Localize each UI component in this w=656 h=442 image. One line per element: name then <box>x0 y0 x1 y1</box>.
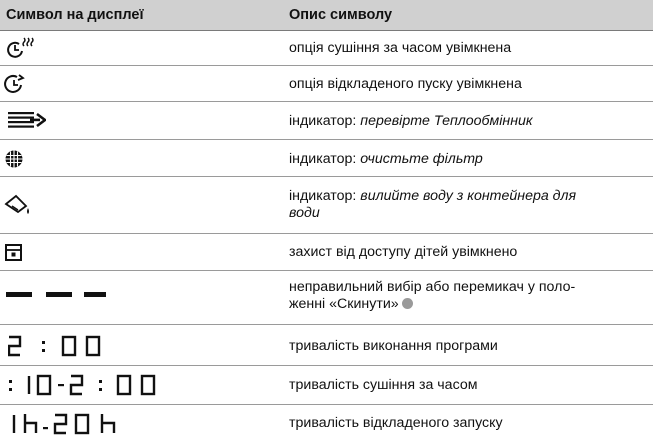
table-header <box>0 0 653 31</box>
table-row <box>0 31 653 66</box>
row-description: опція сушіння за часом увімкнена <box>289 40 512 56</box>
table-row <box>0 102 653 140</box>
table-row <box>0 234 653 271</box>
table-row <box>0 325 653 366</box>
row-description: індикатор: перевірте Теплообмінник <box>289 113 533 129</box>
table-row <box>0 177 653 234</box>
empty-water-container-icon <box>4 194 34 218</box>
heat-exchanger-icon <box>4 110 46 130</box>
table-row <box>0 405 653 441</box>
row-description: тривалість відкладеного запуску <box>289 415 503 431</box>
row-description: неправильний вибір або перемикач у поло- женні «Скинути» <box>289 279 576 312</box>
table-row <box>0 66 653 102</box>
drying-time-symbol <box>8 374 168 396</box>
timed-drying-icon <box>4 36 38 60</box>
filter-icon <box>4 149 24 169</box>
child-lock-icon <box>4 243 24 263</box>
row-description: захист від доступу дітей увімкнено <box>289 244 518 260</box>
delay-time-symbol <box>10 413 140 435</box>
row-description: тривалість виконання програми <box>289 338 498 354</box>
header-symbol: Символ на дисплеї <box>6 7 144 23</box>
row-description: опція відкладеного пуску увімкнена <box>289 76 522 92</box>
time-symbol <box>8 335 108 357</box>
grey-dot-icon <box>402 298 413 309</box>
row-description: індикатор: очистьте фільтр <box>289 151 483 167</box>
dashes-symbol <box>6 289 106 299</box>
delay-start-icon <box>4 73 28 95</box>
table-row <box>0 140 653 177</box>
header-description: Опис символу <box>289 7 393 23</box>
row-description: тривалість сушіння за часом <box>289 377 478 393</box>
table-row <box>0 271 653 325</box>
row-description: індикатор: вилийте воду з контейнера для води <box>289 188 577 221</box>
table-row <box>0 366 653 405</box>
